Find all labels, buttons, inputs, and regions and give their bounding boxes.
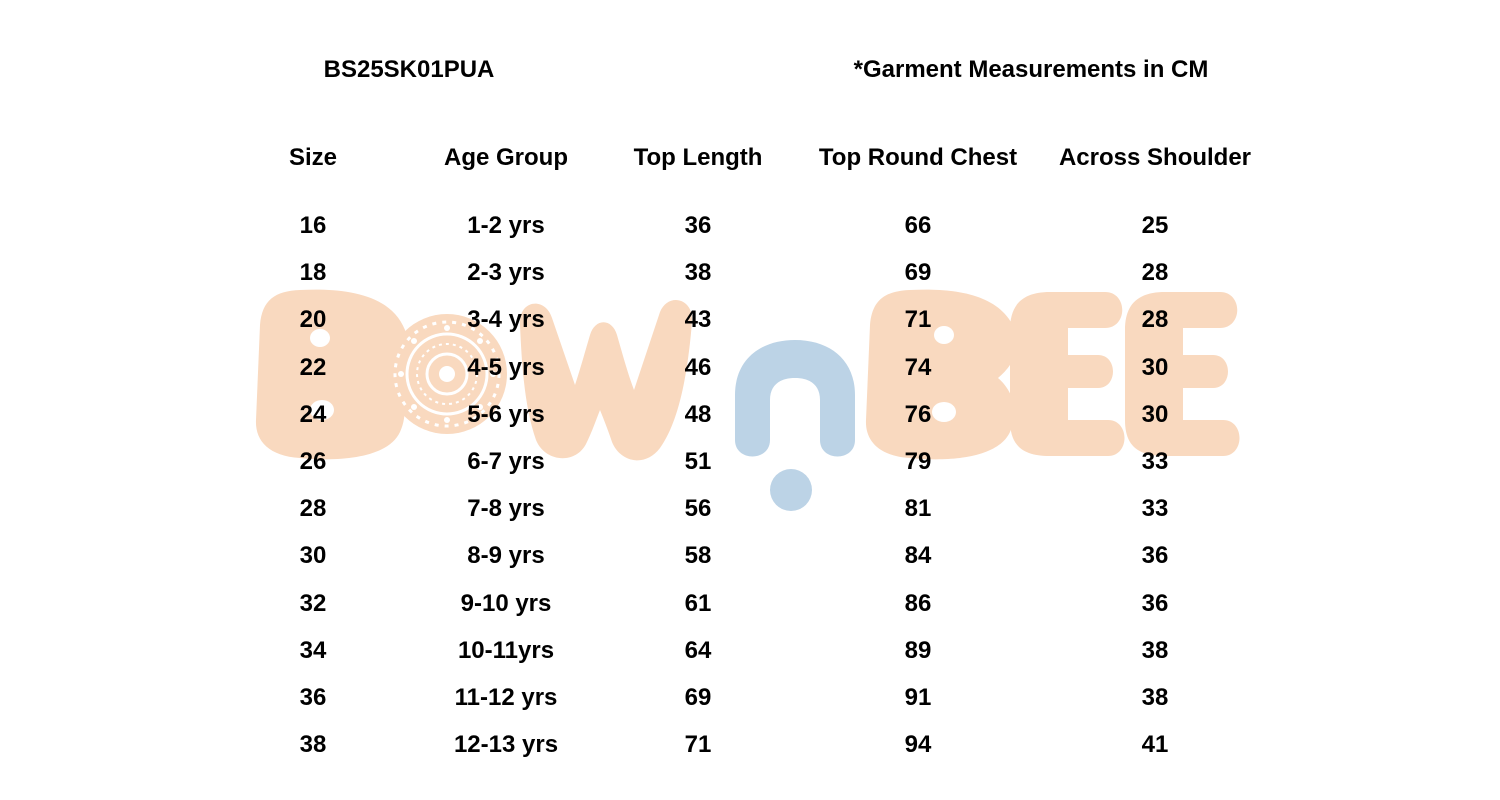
logo-letter-e1: [1010, 292, 1125, 456]
cell-top-length: 58: [684, 542, 712, 570]
header-across-shoulder: Across Shoulder: [1058, 144, 1252, 171]
cell-age-group: 3-4 yrs: [467, 306, 545, 334]
cell-age-group: 2-3 yrs: [467, 259, 545, 287]
cell-size: 34: [299, 636, 327, 664]
cell-top-round-chest: 74: [904, 353, 932, 381]
cell-across-shoulder: 36: [1141, 542, 1169, 570]
cell-top-round-chest: 84: [904, 542, 932, 570]
cell-size: 24: [299, 400, 327, 428]
cell-across-shoulder: 33: [1141, 495, 1169, 523]
cell-across-shoulder: 28: [1141, 259, 1169, 287]
header-size: Size: [288, 144, 338, 171]
cell-top-length: 48: [684, 400, 712, 428]
cell-across-shoulder: 30: [1141, 353, 1169, 381]
measurement-unit-note: *Garment Measurements in CM: [853, 56, 1209, 83]
header-top-round-chest: Top Round Chest: [818, 144, 1018, 171]
cell-age-group: 8-9 yrs: [467, 542, 545, 570]
cell-across-shoulder: 36: [1141, 589, 1169, 617]
cell-across-shoulder: 38: [1141, 636, 1169, 664]
cell-age-group: 1-2 yrs: [467, 212, 545, 239]
cell-size: 22: [299, 353, 327, 381]
logo-letter-b2: [866, 290, 1017, 460]
cell-age-group: 7-8 yrs: [467, 495, 545, 523]
cell-top-length: 38: [684, 259, 712, 287]
cell-top-round-chest: 94: [904, 731, 932, 759]
cell-age-group: 4-5 yrs: [467, 353, 545, 381]
cell-size: 28: [299, 495, 327, 523]
cell-top-length: 71: [684, 731, 712, 759]
cell-top-length: 69: [684, 684, 712, 711]
cell-age-group: 10-11yrs: [457, 636, 555, 664]
cell-size: 30: [299, 542, 327, 570]
cell-top-round-chest: 79: [904, 448, 932, 475]
cell-top-length: 61: [684, 589, 712, 617]
cell-top-round-chest: 71: [904, 306, 932, 334]
cell-size: 38: [299, 731, 327, 759]
logo-letter-w: [520, 300, 692, 460]
cell-top-length: 46: [684, 353, 712, 381]
cell-top-length: 64: [684, 636, 712, 664]
cell-age-group: 5-6 yrs: [467, 400, 545, 428]
cell-top-round-chest: 86: [904, 589, 932, 617]
cell-top-round-chest: 69: [904, 259, 932, 287]
cell-top-length: 56: [684, 495, 712, 523]
cell-top-round-chest: 66: [904, 212, 932, 239]
header-top-length: Top Length: [633, 144, 763, 171]
cell-top-round-chest: 81: [904, 495, 932, 523]
cell-across-shoulder: 28: [1141, 306, 1169, 334]
cell-age-group: 12-13 yrs: [453, 731, 559, 759]
cell-across-shoulder: 38: [1141, 684, 1169, 711]
header-age-group: Age Group: [444, 144, 568, 171]
cell-size: 18: [299, 259, 327, 287]
cell-top-round-chest: 91: [904, 684, 932, 711]
cell-size: 32: [299, 589, 327, 617]
cell-age-group: 11-12 yrs: [454, 684, 558, 711]
cell-across-shoulder: 25: [1141, 212, 1169, 239]
cell-top-length: 43: [684, 306, 712, 334]
logo-letter-n: [735, 340, 855, 511]
cell-size: 36: [299, 684, 327, 711]
cell-top-length: 51: [684, 448, 712, 475]
style-code: BS25SK01PUA: [323, 56, 495, 83]
cell-top-length: 36: [684, 212, 712, 239]
cell-size: 16: [299, 212, 327, 239]
cell-top-round-chest: 76: [904, 400, 932, 428]
logo-letter-b: [256, 290, 407, 460]
cell-top-round-chest: 89: [904, 636, 932, 664]
cell-age-group: 6-7 yrs: [467, 448, 545, 475]
cell-size: 20: [299, 306, 327, 334]
cell-across-shoulder: 30: [1141, 400, 1169, 428]
cell-across-shoulder: 41: [1141, 731, 1169, 759]
cell-across-shoulder: 33: [1141, 448, 1169, 475]
cell-size: 26: [299, 448, 327, 475]
cell-age-group: 9-10 yrs: [460, 589, 552, 617]
